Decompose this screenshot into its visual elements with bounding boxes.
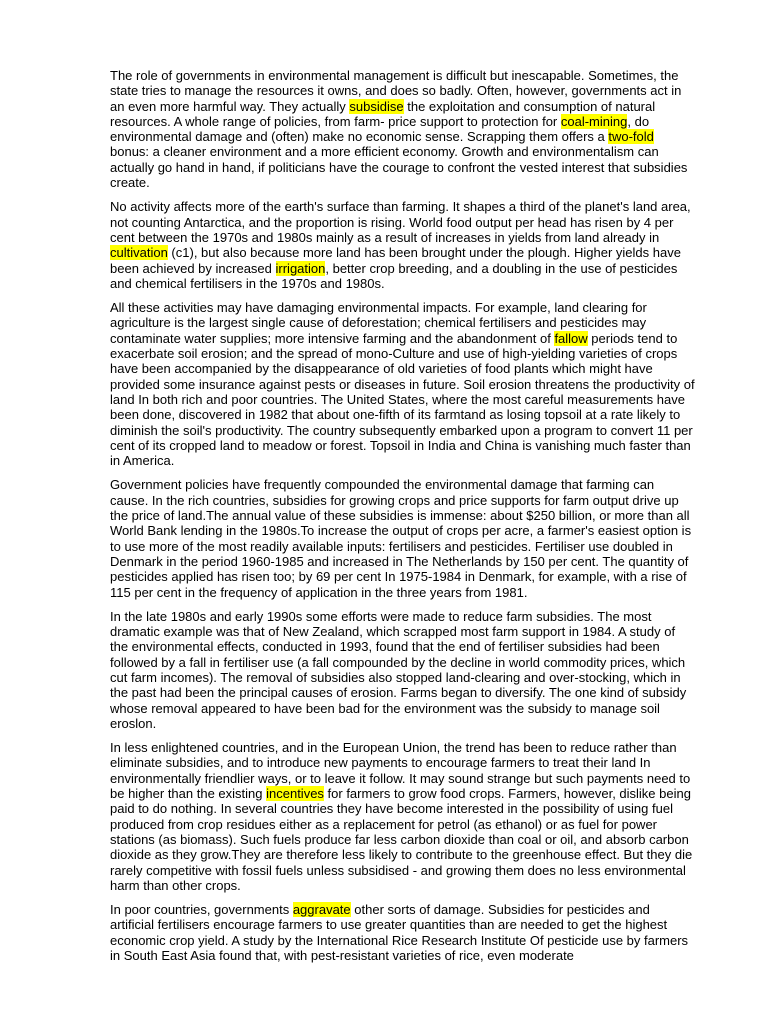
highlighted-term: subsidise [349,98,404,114]
highlighted-term: cultivation [110,245,168,261]
text-run: In less enlightened countries, and in the European Union, the trend has been to reduce rather than eliminate subsidies, and to introduce new payments to encourage farmers to treat their land In environmentally friendlier ways, or to leave it follow. It may sound strange but such payments need to be higher than the existing [110,740,691,802]
text-run: Government policies have frequently compounded the environmental damage that farming can cause. In the rich countries, subsidies for growing crops and price supports for farm output drive up the price of land.The annual value of these subsidies is immense: about $250 billion, or more than all World Bank lending in the 1980s.To increase the output of crops per acre, a farmer's easiest option is to use more of the most readily available inputs: fertilisers and pesticides. Fertiliser use doubled in Denmark in the period 1960-1985 and increased in The Netherlands by 150 per cent. The quantity of pesticides applied has risen too; by 69 per cent In 1975-1984 in Denmark, for example, with a rise of 115 per cent in the frequency of application in the three years from 1981. [110,477,692,600]
text-run: No activity affects more of the earth's surface than farming. It shapes a third of the planet's land area, not counting Antarctica, and the proportion is rising. World food output per head has risen by 4 per cent between the 1970s and 1980s mainly as a result of increases in yields from land already in [110,199,691,245]
text-run: periods tend to exacerbate soil erosion; and the spread of mono-Culture and use of high-yielding varieties of crops have been accompanied by the disappearance of old varieties of food plants which might have provided some insurance against pests or diseases in future. Soil erosion threatens the productivity of land In both rich and poor countries. The United States, where the most careful measurements have been done, discovered in 1982 that about one-fifth of its farmtand as losing topsoil at a rate likely to diminish the soil's productivity. The country subsequently embarked upon a program to convert 11 per cent of its cropped land to meadow or forest. Topsoil in India and China is vanishing much faster than in America. [110,330,695,469]
text-run: All these activities may have damaging environmental impacts. For example, land clearing for agriculture is the largest single cause of deforestation; chemical fertilisers and pesticides may contaminate water supplies; more intensive farming and the abandonment of [110,300,647,346]
text-run: bonus: a cleaner environment and a more efficient economy. Growth and environmentalism can actually go hand in hand, if politicians have the courage to confront the vested interest that subsidies create. [110,144,688,191]
text-run: the exploitation and consumption of natural resources. A whole range of policies, from farm- price support to protection for [110,98,656,129]
paragraph [110,68,696,190]
highlighted-term: two-fold [608,129,654,145]
document-page [110,68,696,972]
highlighted-term: fallow [554,330,588,346]
text-run: , better crop breeding, and a doubling in the use of pesticides and chemical fertilisers in the 1970s and 1980s. [110,260,678,291]
highlighted-term: irrigation [275,260,326,276]
highlighted-term: aggravate [292,902,351,918]
paragraph [110,902,696,963]
text-run: The role of governments in environmental management is difficult but inescapable. Sometimes, the state tries to manage the resources it owns, and does so badly. Often, however, governments act in an even more harmful way. They actually [110,68,682,114]
paragraph [110,477,696,599]
paragraph [110,609,696,731]
text-run: In the late 1980s and early 1990s some efforts were made to reduce farm subsidies. The most dramatic example was that of New Zealand, which scrapped most farm support in 1984. A study of the environmental effects, conducted in 1993, found that the end of fertiliser subsidies had been followed by a fall in fertiliser use (a fall compounded by the decline in world commodity prices, which cut farm incomes). The removal of subsidies also stopped land-clearing and over-stocking, which in the past had been the principal causes of erosion. Farms began to diversify. The one kind of subsidy whose removal appeared to have been bad for the environment was the subsidy to manage soil eroslon. [110,608,687,731]
paragraph [110,199,696,291]
paragraph [110,740,696,893]
highlighted-term: incentives [266,786,324,802]
text-run: , do environmental damage and (often) make no economic sense. Scrapping them offers a [110,113,650,145]
text-run: for farmers to grow food crops. Farmers, however, dislike being paid to do nothing. In several countries they have become interested in the possibility of using fuel produced from crop residues either as a replacement for petrol (as ethanol) or as fuel for power stations (as biomass). Such fuels produce far less carbon dioxide than coal or oil, and absorb carbon dioxide as they grow.They are therefore less likely to contribute to the greenhouse effect. But they die rarely competitive with fossil fuels unless subsidised - and growing them does no less environmental harm than other crops. [110,786,693,893]
highlighted-term: coal-mining [560,113,628,129]
article-body [110,68,696,963]
paragraph [110,300,696,468]
text-run: (c1), but also because more land has been brought under the plough. Higher yields have been achieved by increased [110,245,681,276]
text-run: In poor countries, governments [110,902,293,918]
text-run: other sorts of damage. Subsidies for pesticides and artificial fertilisers encourage farmers to use greater quantities than are needed to get the highest economic crop yield. A study by the International Rice Research Institute Of pesticide use by farmers in South East Asia found that, with pest-resistant varieties of rice, even moderate [110,902,689,964]
